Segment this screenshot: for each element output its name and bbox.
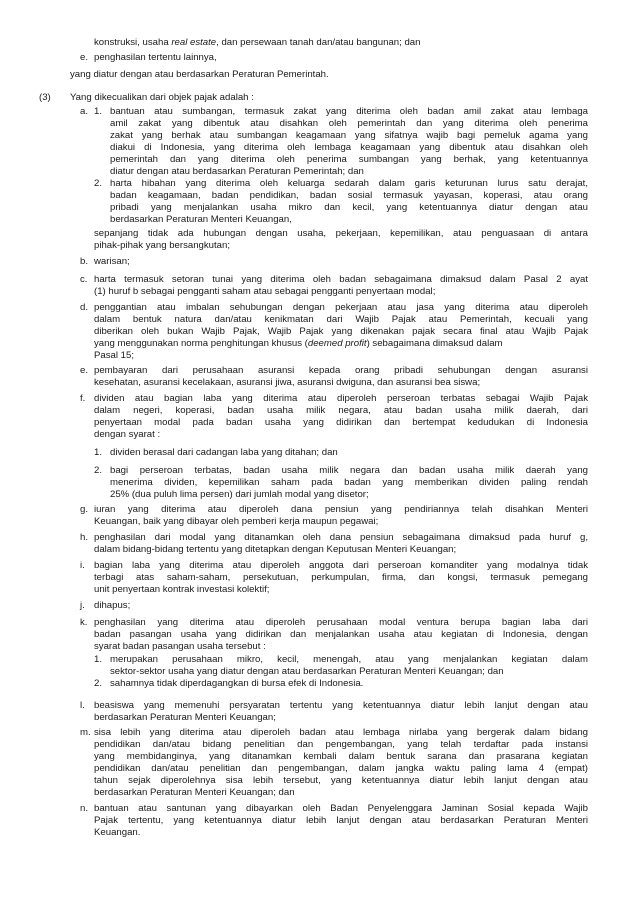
text-line: bagian laba yang diterima atau diperoleh anggota dari perseroan komanditer yang modalnya tidak (94, 560, 588, 571)
text-line: Keuangan, baik yang dibayar oleh pemberi kerja maupun pegawai; (94, 516, 379, 527)
text-line: dalam negeri, koperasi, badan usaha milik negara, atau badan usaha milik daerah, dari (94, 405, 588, 416)
subitem-label: 1. (94, 654, 103, 665)
text-line: zakat yang berhak atau sumbangan keagamaan yang sifatnya wajib bagi pemeluk agama yang (110, 130, 588, 141)
intro-closing: yang diatur dengan atau berdasarkan Peraturan Pemerintah. (70, 69, 329, 80)
italic-term: deemed profit (307, 338, 367, 349)
text-fragment: yang menggunakan norma penghitungan khusus ( (94, 338, 308, 349)
text-line: pemerintah dan yang diterima oleh penerima sumbangan yang berhak, yang ketentuannya (110, 154, 588, 165)
text-line: sisa lebih yang diterima atau diperoleh badan atau lembaga nirlaba yang bergerak dalam bidang (94, 727, 588, 738)
text-line: bantuan atau santunan yang dibayarkan oleh Badan Penyelenggara Jaminan Sosial kepada Wajib (94, 803, 588, 814)
text-line: warisan; (94, 256, 130, 267)
intro-text: konstruksi, usaha (94, 37, 172, 48)
text-line: harta hibahan yang diterima oleh keluarga sedarah dalam garis keturunan lurus satu derajat, (110, 178, 588, 189)
text-line: berdasarkan Peraturan Menteri Keuangan; (94, 712, 276, 723)
text-line: penggantian atau imbalan sehubungan dengan pekerjaan atau jasa yang diterima atau diperoleh (94, 302, 588, 313)
text-line: dalam bentuk natura dan/atau kenikmatan dari Wajib Pajak atau Pemerintah, kecuali yang (94, 314, 588, 325)
item-label: a. (80, 106, 89, 117)
text-line: penyertaan modal pada badan usaha yang didirikan dan bertempat kedudukan di Indonesia (94, 417, 588, 428)
item-label: k. (80, 617, 88, 628)
item-label: l. (80, 700, 85, 711)
item-label: c. (80, 274, 88, 285)
subitem-label: 2. (94, 465, 103, 476)
text-line: menerima dividen, kepemilikan saham pada badan yang memberikan dividen paling rendah (110, 477, 588, 488)
text-line: merupakan perusahaan mikro, kecil, menengah, atau yang menjalankan kegiatan dalam (110, 654, 588, 665)
subitem-label: 1. (94, 106, 103, 117)
text-line: 25% (dua puluh lima persen) dari jumlah modal yang disetor; (110, 489, 369, 500)
item-label: m. (80, 727, 91, 738)
text-line: Keuangan. (94, 827, 141, 838)
item-label: e. (80, 365, 89, 376)
text-line: dengan syarat : (94, 429, 161, 440)
text-line: sahamnya tidak diperdagangkan di bursa efek di Indonesia. (110, 678, 364, 689)
text-line: penghasilan yang diterima atau diperoleh perusahaan modal ventura berupa bagian laba dari (94, 617, 588, 628)
section-label: (3) (39, 92, 51, 103)
text-line: berdasarkan Peraturan Menteri Keuangan, (110, 214, 292, 225)
text-line: diakui di Indonesia, yang diterima oleh lembaga keagamaan yang dibentuk atau disahkan oleh (110, 142, 588, 153)
text-line: (1) huruf b sebagai pengganti saham atau sebagai pengganti penyertaan modal; (94, 286, 436, 297)
text-line: amil zakat yang dibentuk atau disahkan oleh pemerintah dan yang diterima oleh penerima (110, 118, 588, 129)
text-line: Pasal 15; (94, 350, 135, 361)
subitem-label: 2. (94, 678, 103, 689)
text-line-with-italic (94, 338, 503, 350)
subitem-label: 1. (94, 447, 103, 458)
text-line: pembayaran dari perusahaan asuransi kepada orang pribadi sehubungan dengan asuransi (94, 365, 588, 376)
intro-italic-term: real estate (171, 37, 217, 48)
item-label: j. (80, 600, 85, 611)
text-line: sepanjang tidak ada hubungan dengan usaha, pekerjaan, kepemilikan, atau penguasaan di antara (94, 228, 588, 239)
text-line: dihapus; (94, 600, 131, 611)
text-line: beasiswa yang memenuhi persyaratan tertentu yang ketentuannya diatur lebih lanjut dengan atau (94, 700, 588, 711)
intro-line-1 (94, 37, 420, 49)
text-line: dalam bidang-bidang tertentu yang ditetapkan dengan Keputusan Menteri Keuangan; (94, 544, 457, 555)
item-label: d. (80, 302, 89, 313)
text-line: pribadi yang menjalankan usaha mikro dan kecil, yang ketentuannya diatur dengan atau (110, 202, 588, 213)
text-line: dividen berasal dari cadangan laba yang ditahan; dan (110, 447, 338, 458)
item-label: h. (80, 532, 89, 543)
text-fragment: ) sebagaimana dimaksud dalam (366, 338, 503, 349)
item-text: penghasilan tertentu lainnya, (94, 52, 217, 63)
text-line: terbagi atas saham-saham, persekutuan, perkumpulan, firma, dan kongsi, termasuk pemegang (94, 572, 588, 583)
text-line: tahun sejak diperolehnya sisa lebih tersebut, yang ketentuannya diatur lebih lanjut dengan atau (94, 775, 588, 786)
text-line: badan pasangan usaha yang didirikan dan menjalankan usaha atau kegiatan di Indonesia, dengan (94, 629, 588, 640)
text-line: unit penyertaan kontrak investasi kolektif; (94, 584, 270, 595)
subitem-label: 2. (94, 178, 103, 189)
text-line: Pajak tertentu, yang ketentuannya diatur lebih lanjut dengan atau berdasarkan Peraturan Menteri (94, 815, 588, 826)
text-line: syarat badan pasangan usaha tersebut : (94, 641, 266, 652)
text-line: kesehatan, asuransi kecelakaan, asuransi jiwa, asuransi dwiguna, dan asuransi bea siswa; (94, 377, 481, 388)
text-line: bagi perseroan terbatas, badan usaha milik negara dan badan usaha milik daerah yang (110, 465, 588, 476)
item-label: n. (80, 803, 89, 814)
item-label: f. (80, 393, 86, 404)
text-line: diberikan oleh bukan Wajib Pajak, Wajib Pajak yang dikenakan pajak secara final atau Wajib Pajak (94, 326, 588, 337)
text-line: iuran yang diterima atau diperoleh dana pensiun yang pendiriannya telah disahkan Menteri (94, 504, 588, 515)
text-line: yang membidanginya, yang ditanamkan kembali dalam bentuk sarana dan prasarana kegiatan (94, 751, 588, 762)
text-line: pendidikan dan/atau bidang penelitian dan pengembangan, yang telah terdaftar pada instansi (94, 739, 588, 750)
text-line: pendidikan dan/atau penelitian dan pengembangan, dalam jangka waktu paling lama 4 (empat) (94, 763, 588, 774)
item-label: b. (80, 256, 89, 267)
intro-text: , dan persewaan tanah dan/atau bangunan; dan (216, 37, 421, 48)
item-label: g. (80, 504, 89, 515)
item-label: e. (80, 52, 89, 63)
text-line: harta termasuk setoran tunai yang diterima oleh badan sebagaimana dimaksud dalam Pasal 2 ayat (94, 274, 588, 285)
text-line: penghasilan dari modal yang ditanamkan oleh dana pensiun sebagaimana dimaksud pada huruf g, (94, 532, 588, 543)
text-line: sektor-sektor usaha yang diatur dengan atau berdasarkan Peraturan Menteri Keuangan; dan (110, 666, 504, 677)
text-line: dividen atau bagian laba yang diterima atau diperoleh perseroan terbatas sebagai Wajib Pajak (94, 393, 588, 404)
item-label: i. (80, 560, 85, 571)
text-line: berdasarkan Peraturan Menteri Keuangan; dan (94, 787, 295, 798)
section-title: Yang dikecualikan dari objek pajak adalah : (70, 92, 254, 103)
text-line: diatur dengan atau berdasarkan Peraturan Pemerintah; dan (110, 166, 364, 177)
text-line: pihak-pihak yang bersangkutan; (94, 240, 231, 251)
text-line: badan keagamaan, badan pendidikan, badan sosial termasuk yayasan, koperasi, atau orang (110, 190, 588, 201)
text-line: bantuan atau sumbangan, termasuk zakat yang diterima oleh badan amil zakat atau lembaga (110, 106, 588, 117)
